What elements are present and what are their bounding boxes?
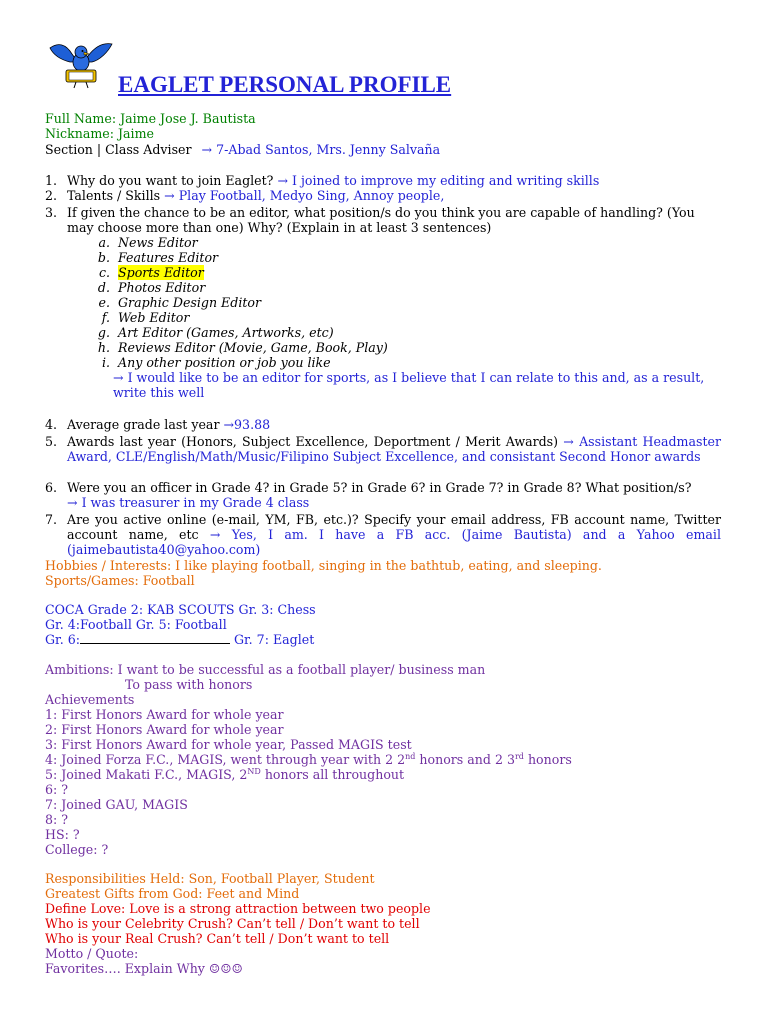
editor-option-label: Graphic Design Editor [118, 295, 262, 310]
eagle-logo-icon [48, 40, 114, 92]
achievement-6: 6: ? [45, 782, 69, 797]
editor-option: i. Any other position or job you like [101, 355, 331, 370]
question-4-answer: 93.88 [234, 417, 271, 432]
question-4-text: Average grade last year [67, 417, 220, 432]
question-7 [67, 512, 721, 557]
editor-option: f. Web Editor [101, 310, 190, 325]
section-value: 7-Abad Santos, Mrs. Jenny Salvaña [216, 142, 441, 157]
question-6-answer: I was treasurer in my Grade 4 class [81, 495, 310, 510]
editor-option-label: Features Editor [118, 250, 219, 265]
responsibilities: Responsibilities Held: Son, Football Player, Student [45, 871, 375, 886]
achievements-heading: Achievements [45, 692, 135, 707]
hobbies: Hobbies / Interests: I like playing football, singing in the bathtub, eating, and sleeping. [45, 558, 602, 573]
editor-option-label: Reviews Editor (Movie, Game, Book, Play) [118, 340, 388, 355]
arrow-icon: → [277, 173, 289, 188]
achievement-7: 7: Joined GAU, MAGIS [45, 797, 188, 812]
full-name: Full Name: Jaime Jose J. Bautista [45, 111, 256, 126]
editor-option: d. Photos Editor [97, 280, 206, 295]
ambitions-line-2: To pass with honors [125, 677, 253, 692]
page-title: EAGLET PERSONAL PROFILE [118, 72, 452, 97]
editor-option-label: Art Editor (Games, Artworks, etc) [118, 325, 334, 340]
question-1-text: Why do you want to join Eaglet? [67, 173, 274, 188]
question-5-answer: Assistant Headmaster Award, CLE/English/Math/Music/Filipino Subject Excellence, and consistant Second Honor awards [67, 434, 721, 464]
arrow-icon: → [563, 434, 574, 449]
question-7-text: Are you active online (e-mail, YM, FB, etc.)? Specify your email address, FB account name, Twitter account name, etc [67, 512, 721, 542]
section-label: Section | Class Adviser [45, 142, 192, 157]
favorites: Favorites…. Explain Why ☺☺☺ [45, 961, 243, 976]
editor-option: e. Graphic Design Editor [98, 295, 262, 310]
editor-option: h. Reviews Editor (Movie, Game, Book, Play) [97, 340, 388, 355]
question-5-num: 5. [45, 434, 58, 449]
question-5 [67, 434, 721, 464]
arrow-icon: → [164, 188, 175, 203]
celebrity-crush: Who is your Celebrity Crush? Can’t tell / Don’t want to tell [45, 916, 420, 931]
question-2-text: Talents / Skills [67, 188, 161, 203]
arrow-icon: → [113, 370, 124, 385]
coca-line-1: COCA Grade 2: KAB SCOUTS Gr. 3: Chess [45, 602, 316, 617]
question-3-text: If given the chance to be an editor, what position/s do you think you are capable of handling? (You may choose more than one) Why? (Explain in at least 3 sentences) [67, 205, 695, 235]
question-6-text: Were you an officer in Grade 4? in Grade 5? in Grade 6? in Grade 7? in Grade 8? What position/s? [67, 480, 692, 495]
achievement-3: 3: First Honors Award for whole year, Passed MAGIS test [45, 737, 412, 752]
achievement-2: 2: First Honors Award for whole year [45, 722, 284, 737]
achievement-8: 8: ? [45, 812, 69, 827]
question-3-num: 3. [45, 205, 58, 220]
question-1-answer: I joined to improve my editing and writing skills [292, 173, 600, 188]
section-line [45, 142, 440, 157]
question-6-num: 6. [45, 480, 58, 495]
editor-option-label: Any other position or job you like [118, 355, 331, 370]
achievement-college: College: ? [45, 842, 109, 857]
coca-line-2: Gr. 4:Football Gr. 5: Football [45, 617, 227, 632]
question-6 [67, 480, 727, 510]
editor-option-label: Web Editor [118, 310, 190, 325]
arrow-icon: → [201, 142, 213, 157]
editor-option: b. Features Editor [97, 250, 219, 265]
motto: Motto / Quote: [45, 946, 139, 961]
define-love: Define Love: Love is a strong attraction between two people [45, 901, 431, 916]
question-5-text: Awards last year (Honors, Subject Excellence, Deportment / Merit Awards) [67, 434, 559, 449]
achievement-hs: HS: ? [45, 827, 80, 842]
editor-option: a. News Editor [98, 235, 198, 250]
question-2-answer: Play Football, Medyo Sing, Annoy people, [178, 188, 445, 203]
question-7-answer: Yes, I am. I have a FB acc. (Jaime Bautista) and a Yahoo email (jaimebautista40@yahoo.com) [67, 527, 721, 557]
question-2: 2. Talents / Skills → Play Football, Medyo Sing, Annoy people, [45, 188, 445, 203]
question-3-answer: → I would like to be an editor for sports, as I believe that I can relate to this and, as a result, write this well [113, 370, 705, 400]
ambitions-line-1: Ambitions: I want to be successful as a football player/ business man [45, 662, 486, 677]
arrow-icon: → [67, 495, 78, 510]
arrow-icon: → [223, 417, 235, 432]
achievement-4: 4: Joined Forza F.C., MAGIS, went through year with 2 2nd honors and 2 3rd honors [45, 751, 572, 767]
question-4: 4. Average grade last year →93.88 [45, 417, 271, 432]
achievement-5: 5: Joined Makati F.C., MAGIS, 2ND honors all throughout [45, 766, 405, 782]
achievement-1: 1: First Honors Award for whole year [45, 707, 284, 722]
editor-option-label: News Editor [118, 235, 198, 250]
editor-option: g. Art Editor (Games, Artworks, etc) [97, 325, 334, 340]
sports: Sports/Games: Football [45, 573, 195, 588]
question-7-num: 7. [45, 512, 58, 527]
real-crush: Who is your Real Crush? Can’t tell / Don’t want to tell [45, 931, 390, 946]
editor-option-label: Sports Editor [118, 265, 204, 280]
editor-option-label: Photos Editor [118, 280, 206, 295]
greatest-gifts: Greatest Gifts from God: Feet and Mind [45, 886, 300, 901]
question-1: 1. Why do you want to join Eaglet? → I joined to improve my editing and writing skills [45, 173, 600, 188]
arrow-icon: → [209, 527, 221, 542]
blank-line [80, 632, 230, 644]
editor-option: c. Sports Editor [98, 265, 204, 280]
coca-line-3: Gr. 6: Gr. 7: Eaglet [45, 632, 315, 647]
nickname: Nickname: Jaime [45, 126, 154, 141]
